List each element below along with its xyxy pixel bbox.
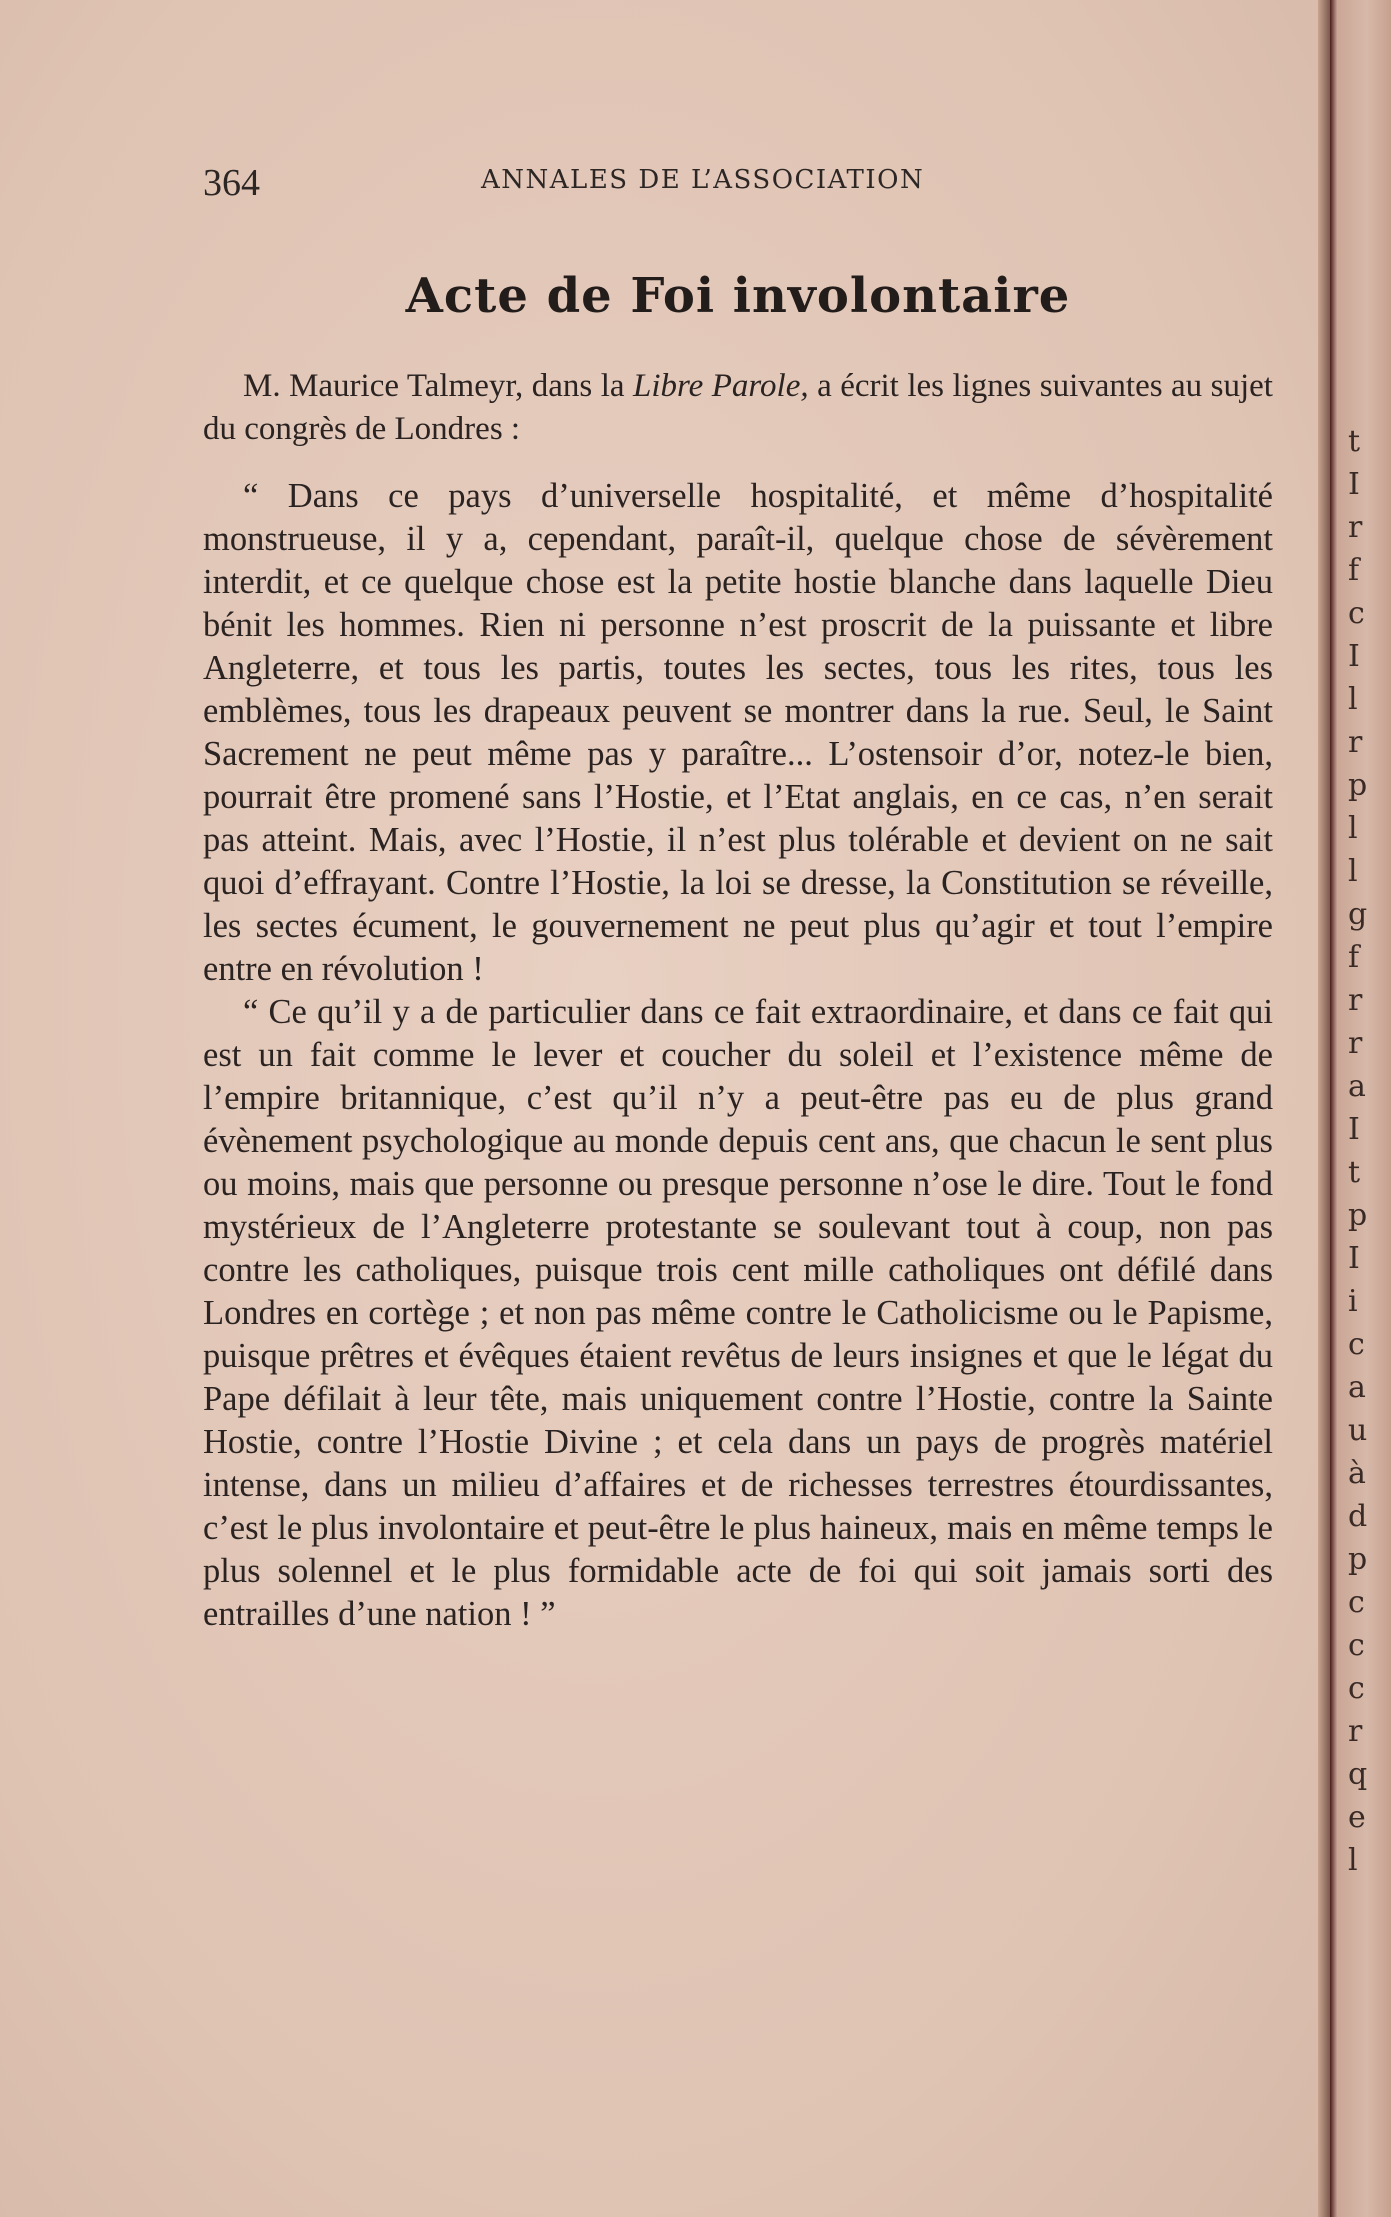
adjacent-page-letter: c bbox=[1348, 1628, 1365, 1663]
adjacent-page-letter: c bbox=[1348, 596, 1365, 631]
intro-paragraph bbox=[203, 365, 1273, 451]
quote-paragraph-2: “ Ce qu’il y a de particulier dans ce fait extraordinaire, et dans ce fait qui est un fait comme le lever et coucher du soleil et l’existence même de l’empire britannique, c’est qu’il n’y a peut-être pas eu de plus grand évènement psychologique au monde depuis cent ans, que chacun le sent plus ou moins, mais que personne ou presque personne n’ose le dire. Tout le fond mystérieux de l’Angleterre protestante se soulevant tout à coup, non pas contre les catholiques, puisque trois cent mille catholiques ont défilé dans Londres en cortège ; et non pas même contre le Catholicisme ou le Papisme, puisque prêtres et évêques étaient revêtus de leurs insignes et que le légat du Pape défilait à leur tête, mais uniquement contre l’Hostie, contre la Sainte Hostie, contre l’Hostie Divine ; et cela dans un pays de progrès matériel intense, dans un milieu d’affaires et de richesses terrestres étourdissantes, c’est le plus involontaire et peut-être le plus haineux, mais en même temps le plus solennel et le plus formidable acte de foi qui soit jamais sorti des entrailles d’une nation ! ” bbox=[203, 993, 1273, 1633]
adjacent-page-letter: q bbox=[1348, 1757, 1368, 1792]
adjacent-page-margin bbox=[1330, 0, 1391, 2217]
adjacent-page-letter: c bbox=[1348, 1327, 1365, 1362]
adjacent-page-letter: d bbox=[1348, 1499, 1368, 1534]
adjacent-page-letter: I bbox=[1348, 467, 1360, 502]
adjacent-page-letter: p bbox=[1348, 1198, 1368, 1233]
adjacent-page-letter: p bbox=[1348, 1542, 1368, 1577]
adjacent-page-letter: à bbox=[1348, 1456, 1366, 1491]
page-number: 364 bbox=[203, 162, 260, 204]
adjacent-page-letter: r bbox=[1348, 725, 1363, 760]
adjacent-page-letter: t bbox=[1348, 1155, 1361, 1190]
running-head: ANNALES DE L’ASSOCIATION bbox=[481, 165, 925, 195]
adjacent-page-letters bbox=[1348, 420, 1388, 1882]
article-title: Acte de Foi involontaire bbox=[405, 268, 1071, 324]
adjacent-page-letter: r bbox=[1348, 983, 1363, 1018]
intro-text-start: M. Maurice Talmeyr, dans la bbox=[243, 368, 634, 404]
adjacent-page-letter: a bbox=[1348, 1069, 1366, 1104]
adjacent-page-letter: l bbox=[1348, 1843, 1358, 1878]
page-edge-shadow bbox=[1318, 0, 1330, 2217]
adjacent-page-letter: f bbox=[1348, 940, 1360, 975]
adjacent-page-letter: c bbox=[1348, 1671, 1365, 1706]
adjacent-page-letter: l bbox=[1348, 811, 1358, 846]
adjacent-page-letter: I bbox=[1348, 1241, 1360, 1276]
intro-text-end: a écrit les lignes suivantes au sujet du congrès de Londres : bbox=[203, 368, 1273, 447]
adjacent-page-letter: f bbox=[1348, 553, 1360, 588]
page-header bbox=[203, 155, 1273, 205]
adjacent-page-letter: p bbox=[1348, 768, 1368, 803]
publication-name: Libre Parole, bbox=[633, 368, 809, 404]
quote-paragraph-1: “ Dans ce pays d’universelle hospitalité, et même d’hospitalité monstrueuse, il y a, cependant, paraît-il, quelque chose de sévèrement interdit, et ce quelque chose est la petite hostie blanche dans laquelle Dieu bénit les hommes. Rien ni personne n’est proscrit de la puissante et libre Angleterre, et tous les partis, toutes les sectes, tous les rites, tous les emblèmes, tous les drapeaux peuvent se montrer dans la rue. Seul, le Saint Sacrement ne peut même pas y paraître... L’ostensoir d’or, notez-le bien, pourrait être promené sans l’Hostie, et l’Etat anglais, en ce cas, n’en serait pas atteint. Mais, avec l’Hostie, il n’est plus tolérable et devient on ne sait quoi d’effrayant. Contre l’Hostie, la loi se dresse, la Constitution se réveille, les sectes écument, le gouvernement ne peut plus qu’agir et tout l’empire entre en révolution ! bbox=[203, 477, 1273, 988]
adjacent-page-letter: g bbox=[1348, 897, 1368, 932]
adjacent-page-letter: r bbox=[1348, 1714, 1363, 1749]
adjacent-page-letter: a bbox=[1348, 1370, 1366, 1405]
article-body bbox=[203, 365, 1273, 1636]
adjacent-page-letter: I bbox=[1348, 1112, 1360, 1147]
adjacent-page-letter: t bbox=[1348, 424, 1361, 459]
adjacent-page-letter: c bbox=[1348, 1585, 1365, 1620]
adjacent-page-letter: u bbox=[1348, 1413, 1368, 1448]
adjacent-page-letter: I bbox=[1348, 639, 1360, 674]
adjacent-page-letter: r bbox=[1348, 510, 1363, 545]
adjacent-page-letter: e bbox=[1348, 1800, 1366, 1835]
adjacent-page-letter: i bbox=[1348, 1284, 1358, 1319]
adjacent-page-letter: l bbox=[1348, 854, 1358, 889]
adjacent-page-letter: r bbox=[1348, 1026, 1363, 1061]
adjacent-page-letter: l bbox=[1348, 682, 1358, 717]
